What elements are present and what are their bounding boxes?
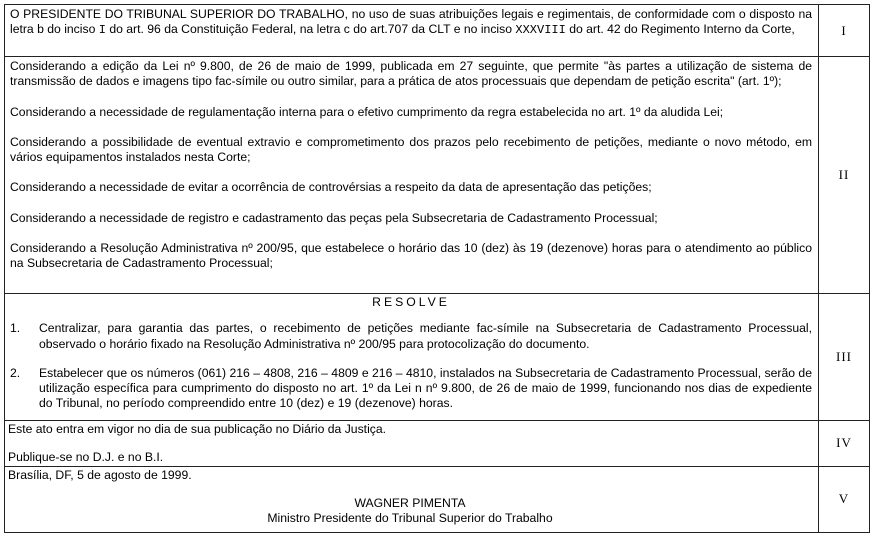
effective-date-text: Este ato entra em vigor no dia de sua publicação no Diário da Justiça. — [8, 422, 387, 436]
section-number-1: I — [819, 5, 870, 57]
section-content-1 — [5, 5, 819, 57]
section-content-2 — [5, 57, 819, 294]
resolution-item-1 — [10, 321, 812, 352]
section-number-4: IV — [819, 421, 870, 467]
considerando-paragraph-5: Considerando a necessidade de registro e cadastramento das peças pela Subsecretaria de Cadastramento Processual; — [10, 210, 658, 225]
considerando-paragraph-4: Considerando a necessidade de evitar a ocorrência de controvérsias a respeito da data de apresentação das petições; — [10, 180, 652, 195]
section-content-3 — [5, 294, 819, 421]
publication-text: Publique-se no D.J. e no B.I. — [8, 450, 164, 465]
section-content-5 — [5, 466, 819, 532]
preamble-text-2: do art. 96 da Constituição Federal, na letra c do art.707 da CLT e no inciso — [105, 22, 516, 37]
resolution-item-text: Centralizar, para garantia das partes, o recebimento de petições mediante fac-símile na Subsecretaria de Cadastramento Processual, observado o horário fixado na Resolução Administrativa nº 200/95 para protocolização do documento. — [39, 321, 812, 351]
place-date-text: Brasília, DF, 5 de agosto de 1999. — [8, 467, 192, 482]
considerando-paragraph-6: Considerando a Resolução Administrativa nº 200/95, que estabelece o horário das 10 (dez) às 19 (dezenove) horas para o atendimento ao público na Subsecretaria de Cadastramento Processual; — [10, 241, 812, 271]
section-content-4 — [5, 421, 819, 467]
resolution-table — [4, 4, 870, 533]
resolution-item-number: 2. — [10, 365, 21, 380]
resolution-item-number: 1. — [10, 321, 21, 336]
section-number-5: V — [819, 466, 870, 532]
considerando-paragraph-3: Considerando a possibilidade de eventual extravio e comprometimento dos prazos pelo recebimento de petições, mediante o novo método, em vários equipamentos instalados nesta Corte; — [10, 134, 812, 165]
section-row-2 — [5, 57, 870, 294]
resolution-item-text: Estabelecer que os números (061) 216 – 4808, 216 – 4809 e 216 – 4810, instalados na Subsecretaria de Cadastramento Processual, serão de utilização específica para cumprimento do disposto no art. 1º da Lei n nº 9.800, de 26 de maio de 1999, funcionando nos dias de expediente do Tribunal, no período compreendido entre 10 (dez) e 19 (dezenove) horas. — [39, 365, 812, 411]
signer-role: Ministro Presidente do Tribunal Superior do Trabalho — [267, 511, 553, 526]
resolve-heading: RESOLVE — [372, 295, 450, 309]
considerando-paragraph-2: Considerando a necessidade de regulamentação interna para o efetivo cumprimento da regra estabelecida no art. 1º da aludida Lei; — [10, 104, 724, 119]
preamble-roman-1: I — [98, 23, 106, 38]
preamble-text-1: O PRESIDENTE DO TRIBUNAL SUPERIOR DO TRABALHO, no uso de suas atribuições legais e regimentais, de conformidade com o disposto na letra b do inciso — [10, 7, 812, 37]
section-row-5 — [5, 466, 870, 532]
preamble-roman-2: XXXVIII — [515, 23, 566, 38]
resolution-item-2 — [10, 366, 812, 412]
section-number-2: II — [819, 57, 870, 294]
section-number-3: III — [819, 294, 870, 421]
section-row-1 — [5, 5, 870, 57]
section-row-3 — [5, 294, 870, 421]
preamble-paragraph — [10, 7, 812, 39]
considerando-paragraph-1: Considerando a edição da Lei nº 9.800, de 26 de maio de 1999, publicada em 27 seguinte, que permite "às partes a utilização de sistema de transmissão de dados e imagens tipo fac-símile ou outro similar, para a prática de atos processuais que dependam de petição escrita" (art. 1º); — [10, 59, 812, 89]
section-row-4 — [5, 421, 870, 467]
signer-name: WAGNER PIMENTA — [354, 495, 466, 510]
preamble-text-3: do art. 42 do Regimento Interno da Corte, — [565, 22, 795, 37]
